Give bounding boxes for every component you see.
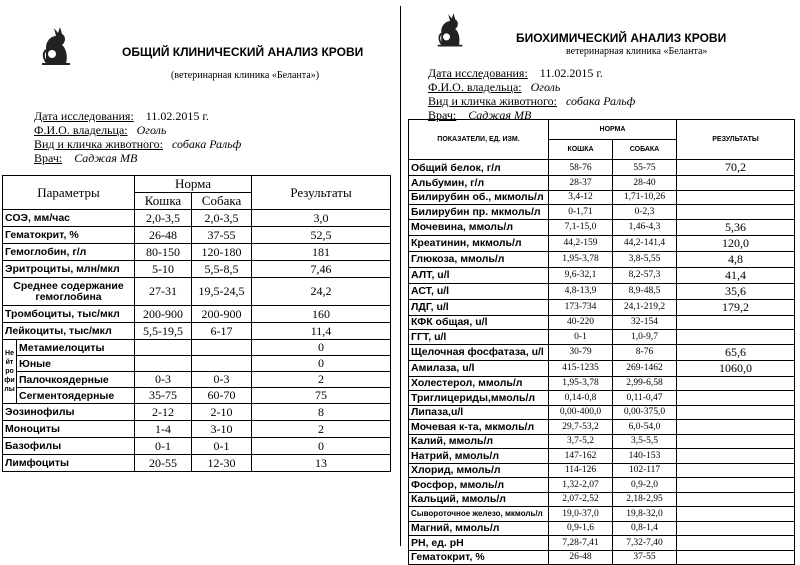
owner-value: Оголь — [530, 80, 561, 94]
right-meta — [428, 66, 635, 122]
result-value: 24,2 — [252, 278, 391, 306]
header-cat: Кошка — [135, 193, 192, 210]
table-row — [409, 315, 795, 330]
table-row — [409, 391, 795, 406]
table-row — [409, 449, 795, 464]
result-value: 0 — [252, 340, 391, 356]
right-date-line — [428, 66, 635, 80]
norm-dog: 55-75 — [613, 160, 677, 176]
norm-cat: 40-220 — [549, 315, 613, 330]
param-name: Сывороточное железо, мкмоль/л — [409, 507, 549, 522]
doctor-value: Саджая МВ — [468, 108, 532, 122]
result-value: 41,4 — [677, 267, 795, 283]
norm-dog: 200-900 — [192, 306, 252, 323]
param-name: Билирубин пр. мкмоль/л — [409, 205, 549, 220]
date-value: 11.02.2015 г. — [539, 66, 603, 80]
result-value — [677, 536, 795, 551]
norm-cat: 0,14-0,8 — [549, 391, 613, 406]
norm-cat: 5-10 — [135, 261, 192, 278]
norm-dog: 5,5-8,5 — [192, 261, 252, 278]
doctor-label: Врач: — [428, 108, 457, 122]
result-value — [677, 420, 795, 435]
norm-dog: 2,18-2,95 — [613, 492, 677, 507]
norm-cat: 80-150 — [135, 244, 192, 261]
param-name: Палочкоядерные — [17, 372, 135, 388]
result-value — [677, 521, 795, 536]
date-value: 11.02.2015 г. — [145, 109, 209, 123]
table-row — [409, 283, 795, 299]
result-value — [677, 205, 795, 220]
header-cat: КОШКА — [549, 140, 613, 160]
norm-dog: 0,11-0,47 — [613, 391, 677, 406]
param-name: Общий белок, г/л — [409, 160, 549, 176]
result-value — [677, 434, 795, 449]
left-title: ОБЩИЙ КЛИНИЧЕСКИЙ АНАЛИЗ КРОВИ — [122, 45, 364, 59]
result-value: 181 — [252, 244, 391, 261]
left-meta — [34, 109, 241, 165]
table-row — [409, 267, 795, 283]
param-name: Хлорид, ммоль/л — [409, 463, 549, 478]
table-row — [409, 299, 795, 315]
norm-dog — [192, 340, 252, 356]
table-row — [409, 160, 795, 176]
norm-dog: 7,32-7,40 — [613, 536, 677, 551]
result-value — [677, 507, 795, 522]
table-row — [3, 438, 391, 455]
param-name: Метамиелоциты — [17, 340, 135, 356]
param-name: Тромбоциты, тыс/мкл — [3, 306, 135, 323]
norm-dog: 0,00-375,0 — [613, 405, 677, 420]
norm-dog: 0-2,3 — [613, 205, 677, 220]
norm-cat: 27-31 — [135, 278, 192, 306]
header-result: РЕЗУЛЬТАТЫ — [677, 120, 795, 160]
norm-cat: 0-1 — [549, 330, 613, 345]
table-row — [409, 360, 795, 376]
norm-dog: 24,1-219,2 — [613, 299, 677, 315]
norm-dog: 1,46-4,3 — [613, 219, 677, 235]
result-value: 0 — [252, 438, 391, 455]
norm-cat: 200-900 — [135, 306, 192, 323]
param-name: Натрий, ммоль/л — [409, 449, 549, 464]
table-row — [409, 492, 795, 507]
result-value: 13 — [252, 455, 391, 472]
left-results-table — [2, 175, 391, 472]
norm-cat: 35-75 — [135, 388, 192, 404]
norm-cat: 28-37 — [549, 176, 613, 191]
param-name: Липаза,u/l — [409, 405, 549, 420]
norm-cat: 3,4-12 — [549, 190, 613, 205]
table-row — [3, 455, 391, 472]
param-name: Базофилы — [3, 438, 135, 455]
result-value: 179,2 — [677, 299, 795, 315]
param-name: РН, ед. рН — [409, 536, 549, 551]
norm-cat: 7,28-7,41 — [549, 536, 613, 551]
header-param: Параметры — [3, 176, 135, 210]
norm-dog: 3,8-5,55 — [613, 251, 677, 267]
norm-cat: 26-48 — [135, 227, 192, 244]
norm-cat: 30-79 — [549, 344, 613, 360]
animal-label: Вид и кличка животного: — [34, 137, 163, 151]
norm-cat — [135, 356, 192, 372]
result-value: 52,5 — [252, 227, 391, 244]
norm-cat: 1,32-2,07 — [549, 478, 613, 493]
page-divider — [400, 6, 401, 546]
result-value — [677, 463, 795, 478]
param-name: Альбумин, г/л — [409, 176, 549, 191]
table-row — [409, 434, 795, 449]
norm-cat: 2-12 — [135, 404, 192, 421]
table-row — [409, 478, 795, 493]
norm-dog: 19,8-32,0 — [613, 507, 677, 522]
table-row — [3, 356, 391, 372]
norm-cat: 147-162 — [549, 449, 613, 464]
norm-dog: 120-180 — [192, 244, 252, 261]
param-name: Мочевина, ммоль/л — [409, 219, 549, 235]
param-name: Эозинофилы — [3, 404, 135, 421]
param-name: АСТ, u/l — [409, 283, 549, 299]
norm-cat: 58-76 — [549, 160, 613, 176]
norm-cat — [135, 340, 192, 356]
table-row — [409, 521, 795, 536]
param-name: ГГТ, u/l — [409, 330, 549, 345]
norm-dog: 37-55 — [192, 227, 252, 244]
norm-cat: 1,95-3,78 — [549, 251, 613, 267]
norm-dog: 6,0-54,0 — [613, 420, 677, 435]
norm-cat: 26-48 — [549, 550, 613, 565]
result-value: 120,0 — [677, 235, 795, 251]
result-value — [677, 478, 795, 493]
param-name: Амилаза, u/l — [409, 360, 549, 376]
header-result: Результаты — [252, 176, 391, 210]
norm-cat: 44,2-159 — [549, 235, 613, 251]
result-value — [677, 330, 795, 345]
table-row — [409, 176, 795, 191]
param-name: Гемоглобин, г/л — [3, 244, 135, 261]
norm-cat: 4,8-13,9 — [549, 283, 613, 299]
table-row — [3, 278, 391, 306]
param-name: Среднее содержание гемоглобина — [3, 278, 135, 306]
date-label: Дата исследования: — [428, 66, 528, 80]
result-value: 8 — [252, 404, 391, 421]
norm-dog: 8,9-48,5 — [613, 283, 677, 299]
param-name: КФК общая, u/l — [409, 315, 549, 330]
table-row — [409, 190, 795, 205]
table-row — [3, 388, 391, 404]
left-owner-line — [34, 123, 241, 137]
table-row — [409, 235, 795, 251]
norm-dog: 19,5-24,5 — [192, 278, 252, 306]
norm-dog: 60-70 — [192, 388, 252, 404]
norm-dog: 12-30 — [192, 455, 252, 472]
doctor-value: Саджая МВ — [74, 151, 138, 165]
result-value — [677, 405, 795, 420]
result-value — [677, 550, 795, 565]
result-value — [677, 391, 795, 406]
result-value: 70,2 — [677, 160, 795, 176]
result-value — [677, 176, 795, 191]
norm-cat: 3,7-5,2 — [549, 434, 613, 449]
norm-dog: 28-40 — [613, 176, 677, 191]
table-row — [409, 507, 795, 522]
param-name: СОЭ, мм/час — [3, 210, 135, 227]
norm-dog: 0-3 — [192, 372, 252, 388]
header-norm: Норма — [135, 176, 252, 193]
result-value — [677, 492, 795, 507]
doctor-label: Врач: — [34, 151, 63, 165]
param-name: Гематокрит, % — [3, 227, 135, 244]
norm-cat: 20-55 — [135, 455, 192, 472]
norm-cat: 1,95-3,78 — [549, 376, 613, 391]
table-row — [409, 330, 795, 345]
norm-cat: 0,00-400,0 — [549, 405, 613, 420]
table-row — [3, 340, 391, 356]
norm-cat: 1-4 — [135, 421, 192, 438]
norm-dog: 44,2-141,4 — [613, 235, 677, 251]
header-dog: Собака — [192, 193, 252, 210]
header-dog: СОБАКА — [613, 140, 677, 160]
result-value: 3,0 — [252, 210, 391, 227]
right-owner-line — [428, 80, 635, 94]
param-name: Юные — [17, 356, 135, 372]
norm-dog: 140-153 — [613, 449, 677, 464]
table-row — [409, 205, 795, 220]
owner-value: Оголь — [136, 123, 167, 137]
right-title: БИОХИМИЧЕСКИЙ АНАЛИЗ КРОВИ — [516, 31, 727, 45]
param-name: АЛТ, u/l — [409, 267, 549, 283]
table-row — [409, 344, 795, 360]
norm-dog: 2,99-6,58 — [613, 376, 677, 391]
norm-cat: 0-1 — [135, 438, 192, 455]
result-value — [677, 449, 795, 464]
right-animal-line — [428, 94, 635, 108]
header-norm: НОРМА — [549, 120, 677, 140]
param-name: Щелочная фосфатаза, u/l — [409, 344, 549, 360]
result-value: 75 — [252, 388, 391, 404]
result-value: 65,6 — [677, 344, 795, 360]
table-row — [409, 405, 795, 420]
param-name: Лимфоциты — [3, 455, 135, 472]
result-value — [677, 315, 795, 330]
norm-dog: 2,0-3,5 — [192, 210, 252, 227]
norm-dog: 1,71-10,26 — [613, 190, 677, 205]
norm-dog: 8-76 — [613, 344, 677, 360]
table-row — [3, 372, 391, 388]
table-row — [409, 463, 795, 478]
norm-cat: 2,0-3,5 — [135, 210, 192, 227]
param-name: Фосфор, ммоль/л — [409, 478, 549, 493]
param-name: Билирубин об., мкмоль/л — [409, 190, 549, 205]
table-row — [3, 323, 391, 340]
norm-cat: 0,9-1,6 — [549, 521, 613, 536]
table-row — [3, 421, 391, 438]
param-name: ЛДГ, u/l — [409, 299, 549, 315]
norm-dog: 3-10 — [192, 421, 252, 438]
result-value: 2 — [252, 372, 391, 388]
norm-dog: 1,0-9,7 — [613, 330, 677, 345]
norm-cat: 114-126 — [549, 463, 613, 478]
cat-silhouette-icon — [436, 10, 464, 48]
norm-dog: 37-55 — [613, 550, 677, 565]
param-name: Глюкоза, ммоль/л — [409, 251, 549, 267]
param-name: Кальций, ммоль/л — [409, 492, 549, 507]
norm-dog: 102-117 — [613, 463, 677, 478]
owner-label: Ф.И.О. владельца: — [428, 80, 522, 94]
norm-cat: 7,1-15,0 — [549, 219, 613, 235]
table-row — [3, 404, 391, 421]
animal-value: собака Ральф — [565, 94, 636, 108]
norm-dog: 0,8-1,4 — [613, 521, 677, 536]
result-value: 2 — [252, 421, 391, 438]
result-value: 4,8 — [677, 251, 795, 267]
norm-dog: 6-17 — [192, 323, 252, 340]
norm-dog: 3,5-5,5 — [613, 434, 677, 449]
result-value: 11,4 — [252, 323, 391, 340]
table-row — [3, 261, 391, 278]
result-value: 5,36 — [677, 219, 795, 235]
owner-label: Ф.И.О. владельца: — [34, 123, 128, 137]
table-row — [409, 550, 795, 565]
param-name: Моноциты — [3, 421, 135, 438]
result-value — [677, 376, 795, 391]
neutrophils-group-label: Не йт ро фи лы — [3, 340, 17, 404]
param-name: Магний, ммоль/л — [409, 521, 549, 536]
norm-cat: 415-1235 — [549, 360, 613, 376]
norm-cat: 173-734 — [549, 299, 613, 315]
animal-value: собака Ральф — [171, 137, 242, 151]
result-value: 1060,0 — [677, 360, 795, 376]
result-value: 160 — [252, 306, 391, 323]
norm-cat: 9,6-32,1 — [549, 267, 613, 283]
norm-cat: 5,5-19,5 — [135, 323, 192, 340]
result-value: 0 — [252, 356, 391, 372]
left-animal-line — [34, 137, 241, 151]
norm-cat: 0-1,71 — [549, 205, 613, 220]
norm-cat: 2,07-2,52 — [549, 492, 613, 507]
norm-cat: 29,7-53,2 — [549, 420, 613, 435]
animal-label: Вид и кличка животного: — [428, 94, 557, 108]
table-row — [409, 219, 795, 235]
table-row — [409, 420, 795, 435]
table-row — [3, 227, 391, 244]
clinic-logo-left — [40, 24, 72, 66]
norm-dog: 0-1 — [192, 438, 252, 455]
result-value: 35,6 — [677, 283, 795, 299]
table-row — [409, 536, 795, 551]
table-row — [409, 376, 795, 391]
param-name: Холестерол, ммоль/л — [409, 376, 549, 391]
table-row — [3, 244, 391, 261]
norm-dog: 32-154 — [613, 315, 677, 330]
header-param: ПОКАЗАТЕЛИ, ЕД. ИЗМ. — [409, 120, 549, 160]
param-name: Мочевая к-та, мкмоль/л — [409, 420, 549, 435]
param-name: Гематокрит, % — [409, 550, 549, 565]
norm-dog: 2-10 — [192, 404, 252, 421]
param-name: Эритроциты, млн/мкл — [3, 261, 135, 278]
result-value — [677, 190, 795, 205]
table-row — [3, 210, 391, 227]
result-value: 7,46 — [252, 261, 391, 278]
table-row — [3, 306, 391, 323]
param-name: Сегментоядерные — [17, 388, 135, 404]
param-name: Креатинин, мкмоль/л — [409, 235, 549, 251]
left-clinic: (ветеринарная клиника «Беланта») — [171, 70, 320, 81]
right-results-table — [408, 119, 795, 565]
norm-cat: 0-3 — [135, 372, 192, 388]
left-doctor-line — [34, 151, 241, 165]
date-label: Дата исследования: — [34, 109, 134, 123]
clinic-logo-right — [436, 10, 464, 48]
cat-silhouette-icon — [40, 24, 72, 66]
norm-dog — [192, 356, 252, 372]
table-row — [409, 251, 795, 267]
norm-dog: 0,9-2,0 — [613, 478, 677, 493]
param-name: Триглицериды,ммоль/л — [409, 391, 549, 406]
table-header-row — [3, 176, 391, 193]
right-clinic: ветеринарная клиника «Беланта» — [566, 46, 708, 57]
param-name: Лейкоциты, тыс/мкл — [3, 323, 135, 340]
norm-dog: 269-1462 — [613, 360, 677, 376]
param-name: Калий, ммоль/л — [409, 434, 549, 449]
norm-dog: 8,2-57,3 — [613, 267, 677, 283]
left-date-line — [34, 109, 241, 123]
table-header-row — [409, 120, 795, 140]
norm-cat: 19,0-37,0 — [549, 507, 613, 522]
